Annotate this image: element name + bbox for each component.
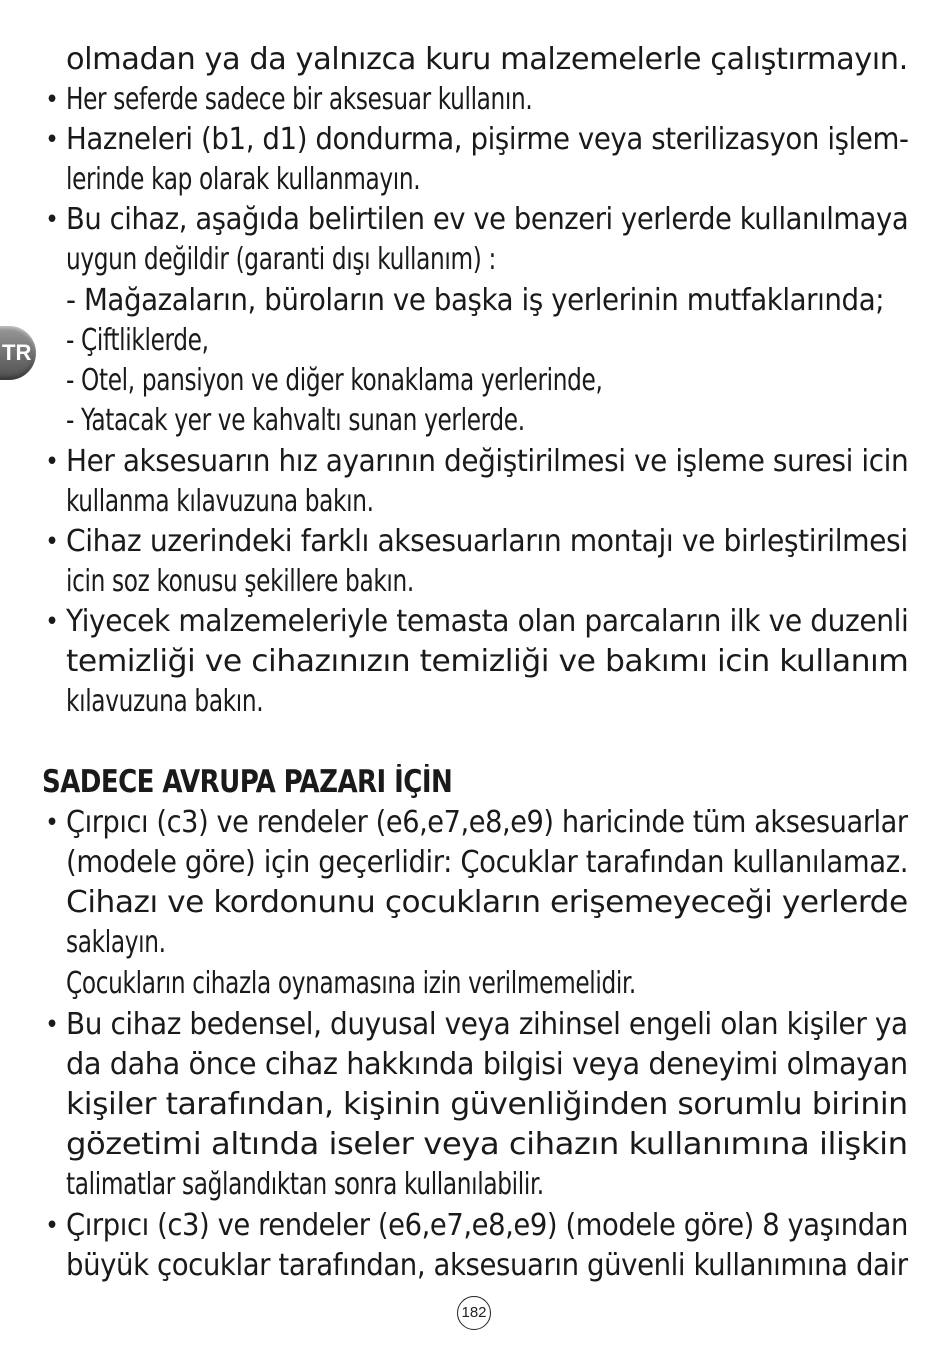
bullet-point: • bbox=[45, 125, 59, 155]
text-line: lerinde kap olarak kullanmayın. bbox=[66, 162, 421, 197]
bullet-point: • bbox=[45, 527, 59, 557]
text-line: olmadan ya da yalnızca kuru malzemelerle çalıştırmayın. bbox=[66, 42, 908, 77]
section-heading: SADECE AVRUPA PAZARI İÇİN bbox=[42, 764, 453, 800]
text-line: Çırpıcı (c3) ve rendeler (e6,e7,e8,e9) (modele göre) 8 yaşından bbox=[66, 1208, 909, 1243]
text-line: Cihazı ve kordonunu çocukların erişemeyeceği yerlerde bbox=[66, 885, 908, 920]
text-line: kılavuzuna bakın. bbox=[66, 684, 264, 719]
text-line: - Çiftliklerde, bbox=[66, 323, 209, 358]
language-code: TR bbox=[2, 340, 32, 365]
text-line: Her aksesuarın hız ayarının değiştirilmesi ve işleme suresi icin bbox=[66, 444, 909, 479]
text-line: temizliği ve cihazınızın temizliği ve bakımı icin kullanım bbox=[66, 644, 909, 679]
text-line: da daha önce cihaz hakkında bilgisi veya deneyimi olmayan bbox=[66, 1047, 908, 1082]
bullet-point: • bbox=[45, 1211, 59, 1241]
text-line: (modele göre) için geçerlidir: Çocuklar tarafından kullanılamaz. bbox=[66, 845, 909, 880]
text-line: Cihaz uzerindeki farklı aksesuarların montajı ve birleştirilmesi bbox=[66, 524, 908, 559]
page-number: 182 bbox=[457, 1296, 491, 1330]
bullet-point: • bbox=[45, 808, 59, 838]
text-line: saklayın. bbox=[66, 925, 166, 960]
text-line: - Yatacak yer ve kahvaltı sunan yerlerde. bbox=[66, 403, 525, 438]
text-line: kullanma kılavuzuna bakın. bbox=[66, 484, 374, 519]
text-line: icin soz konusu şekillere bakın. bbox=[66, 564, 414, 599]
text-line: uygun değildir (garanti dışı kullanım) : bbox=[66, 242, 497, 277]
bullet-point: • bbox=[45, 205, 59, 235]
bullet-point: • bbox=[45, 447, 59, 477]
text-line: gözetimi altında iseler veya cihazın kullanımına ilişkin bbox=[66, 1127, 908, 1162]
text-line: Yiyecek malzemeleriyle temasta olan parcaların ilk ve duzenli bbox=[66, 604, 909, 639]
text-line: - Otel, pansiyon ve diğer konaklama yerlerinde, bbox=[66, 363, 603, 398]
text-line: talimatlar sağlandıktan sonra kullanılabilir. bbox=[66, 1167, 544, 1202]
text-line: - Mağazaların, büroların ve başka iş yerlerinin mutfaklarında; bbox=[66, 283, 885, 318]
text-line: Çocukların cihazla oynamasına izin verilmemelidir. bbox=[66, 966, 636, 1001]
text-line: Çırpıcı (c3) ve rendeler (e6,e7,e8,e9) haricinde tüm aksesuarlar bbox=[66, 805, 908, 840]
text-line: büyük çocuklar tarafından, aksesuarın güvenli kullanımına dair bbox=[66, 1248, 908, 1283]
bullet-point: • bbox=[45, 85, 59, 115]
text-line: Bu cihaz, aşağıda belirtilen ev ve benzeri yerlerde kullanılmaya bbox=[66, 202, 909, 237]
language-tab bbox=[0, 326, 36, 380]
text-line: Her seferde sadece bir aksesuar kullanın. bbox=[66, 82, 533, 117]
text-line: Bu cihaz bedensel, duyusal veya zihinsel engeli olan kişiler ya bbox=[66, 1007, 908, 1042]
text-line: kişiler tarafından, kişinin güvenliğinden sorumlu birinin bbox=[66, 1087, 908, 1122]
text-line: Hazneleri (b1, d1) dondurma, pişirme veya sterilizasyon işlem- bbox=[66, 122, 909, 157]
bullet-point: • bbox=[45, 1010, 59, 1040]
bullet-point: • bbox=[45, 607, 59, 637]
